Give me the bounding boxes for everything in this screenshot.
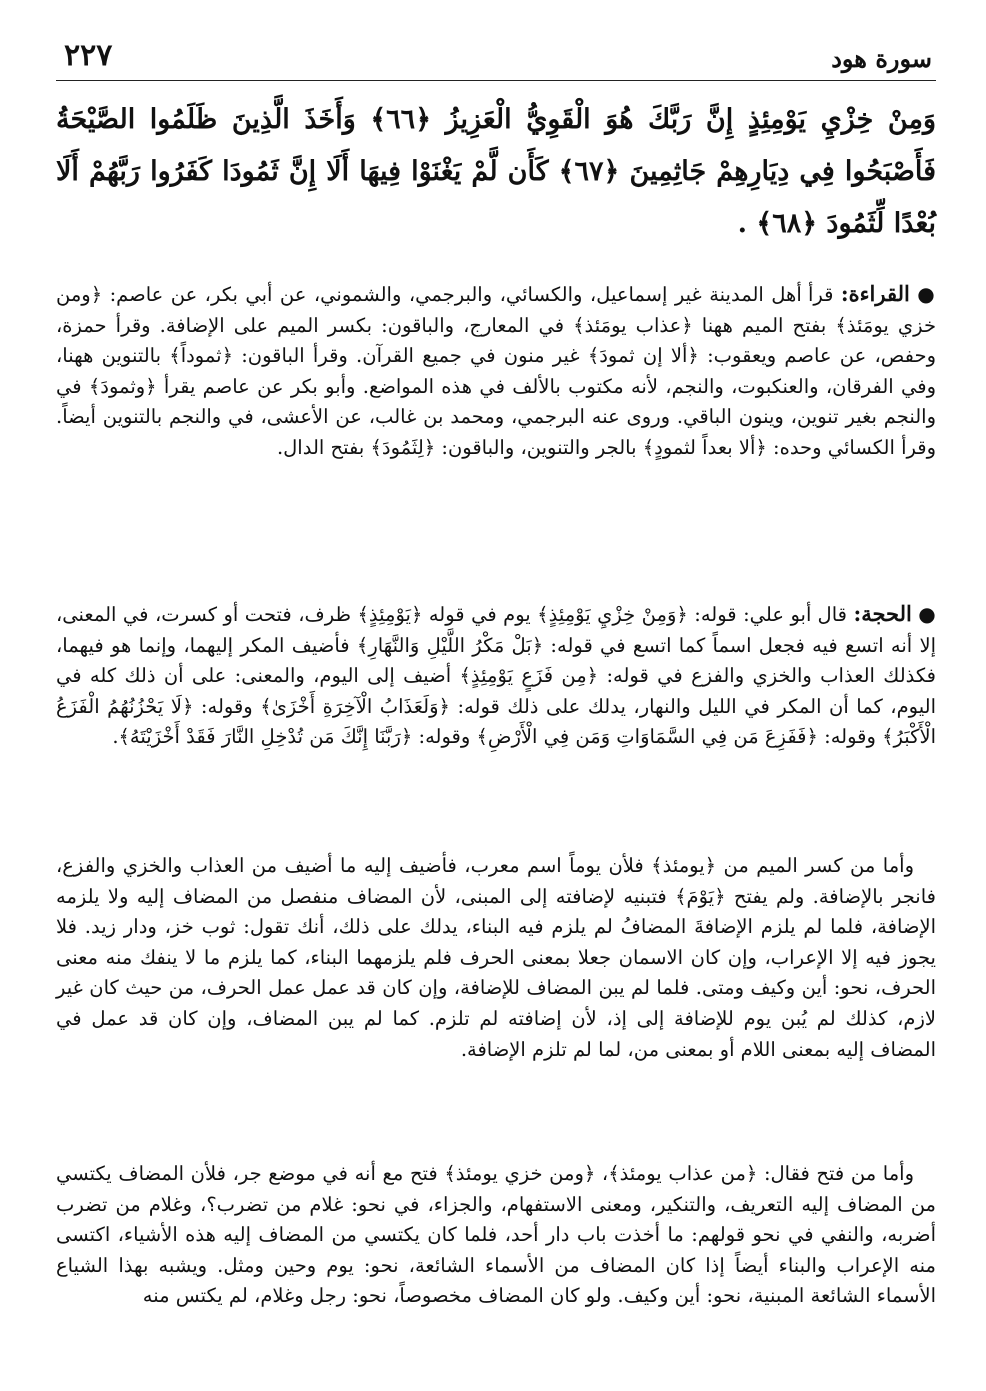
- kasr-section: [56, 851, 936, 1065]
- hujja-paragraph: [56, 599, 936, 753]
- qiraa-paragraph: [56, 279, 936, 464]
- page-header: [56, 36, 936, 81]
- kasr-paragraph: وأما من كسر الميم من ﴿يومئذ﴾ فلأن يوماً اسم معرب، فأضيف إليه ما أضيف من العذاب والخزي والفزع، فانجر بالإضافة. ولم يفتح ﴿يَوْمَ﴾ فتبنيه لإضافته إلى المبنى، لأن المضاف منفصل من المضاف إليه ولا يلزمه الإضافة، فلما لم يلزم الإضافةَ المضافُ لم يلزم فيه البناء، يدلك على ذلك، أنك تقول: ثوب خز، ودار زيد. فلا يجوز فيه إلا الإعراب، وإن كان الاسمان جعلا بمعنى الحرف فلم يلزمهما البناء، كما يلزم ما لا ينفك منه معنى الحرف، نحو: أين وكيف ومتى. فلما لم يبن المضاف للإضافة، وإن كان قد عمل عمل الحرف، من حيث كان غير لازم، كذلك لم يُبن يوم للإضافة إلى إذ، لأن إضافته لم تلزم. كما لم يبن المضاف، وإن كان قد عمل في المضاف إليه بمعنى اللام أو بمعنى من، لما لم تلزم الإضافة.: [56, 854, 936, 1061]
- page-number: ٢٢٧: [64, 38, 113, 73]
- bullet-icon: ●: [917, 282, 937, 306]
- qiraa-section: [56, 279, 936, 464]
- surah-name: سورة هود: [831, 44, 932, 73]
- hujja-text: قال أبو علي: قوله: ﴿وَمِنْ خِزْيِ يَوْمِئِذٍ﴾ يوم في قوله ﴿يَوْمِئِذٍ﴾ ظرف، فتحت أو كسرت، في المعنى، إلا أنه اتسع فيه فجعل اسماً كما اتسع في قوله: ﴿بَلْ مَكْرُ اللَّيْلِ وَالنَّهَارِ﴾ فأضيف المكر إليهما، وإنما هو فيهما، فكذلك العذاب والخزي والفزع في قوله: ﴿مِن فَزَعٍ يَوْمِئِذٍ﴾ أضيف إلى اليوم، والمعنى: على أن ذلك كله في اليوم، كما أن المكر في الليل والنهار، يدلك على ذلك قوله: ﴿وَلَعَذَابُ الْآخِرَةِ أَخْزَىٰ﴾ وقوله: ﴿لَا يَحْزُنُهُمُ الْفَزَعُ الْأَكْبَرُ﴾ وقوله: ﴿فَفَزِعَ مَن فِي السَّمَاوَاتِ وَمَن فِي الْأَرْضِ﴾ وقوله: ﴿رَبَّنَا إِنَّكَ مَن تُدْخِلِ النَّارَ فَقَدْ أَخْزَيْتَهُ﴾.: [56, 603, 936, 749]
- quran-verses: وَمِنْ خِزْيِ يَوْمِئِذٍ إِنَّ رَبَّكَ هُوَ الْقَوِيُّ الْعَزِيزُ ﴿٦٦﴾ وَأَخَذَ الَّذِينَ ظَلَمُوا الصَّيْحَةُ فَأَصْبَحُوا فِي دِيَارِهِمْ جَاثِمِينَ ﴿٦٧﴾ كَأَن لَّمْ يَغْنَوْا فِيهَا أَلَا إِنَّ ثَمُودَا كَفَرُوا رَبَّهُمْ أَلَا بُعْدًا لِّثَمُودَ ﴿٦٨﴾ .: [56, 104, 937, 239]
- hujja-heading: الحجة:: [853, 601, 912, 626]
- fath-section: [56, 1159, 936, 1312]
- book-page: [56, 36, 936, 1366]
- hujja-section: [56, 599, 936, 753]
- qiraa-text: قرأ أهل المدينة غير إسماعيل، والكسائي، والبرجمي، والشموني، عن أبي بكر، عن عاصم: ﴿ومن خزي يومَئذ﴾ بفتح الميم ههنا ﴿عذاب يومَئذ﴾ في المعارج، والباقون: بكسر الميم على الإضافة. وقرأ حمزة، وحفص، عن عاصم ويعقوب: ﴿ألا إن ثمودَ﴾ غير منون في جميع القرآن. وقرأ الباقون: ﴿ثموداً﴾ بالتنوين ههنا، وفي الفرقان، والعنكبوت، والنجم، لأنه مكتوب بالألف في هذه المواضع. وأبو بكر عن عاصم يقرأ ﴿وثمودَ﴾ في والنجم بغير تنوين، وينون الباقي. وروى عنه البرجمي، ومحمد بن غالب، عن الأعشى، في والنجم بالتنوين أيضاً. وقرأ الكسائي وحده: ﴿ألا بعداً لثمودٍ﴾ بالجر والتنوين، والباقون: ﴿لِثَمُودَ﴾ بفتح الدال.: [56, 283, 936, 459]
- bullet-icon: ●: [918, 602, 937, 626]
- fath-paragraph: وأما من فتح فقال: ﴿من عذاب يومئذ﴾، ﴿ومن خزي يومئذ﴾ فتح مع أنه في موضع جر، فلأن المضاف يكتسي من المضاف إليه التعريف، والتنكير، ومعنى الاستفهام، والجزاء، في نحو: غلام من تضرب؟، وغلام من تضرب أضربه، والنفي في نحو قولهم: ما أخذت باب دار أحد، فلما كان يكتسي من المضاف إليه هذه الأشياء، اكتسى منه الإعراب والبناء أيضاً إذا كان المضاف من الأسماء الشائعة، نحو: يوم وحين ومثل. ويشبه بهذا الشياع الأسماء الشائعة المبنية، نحو: أين وكيف. ولو كان المضاف مخصوصاً، نحو: رجل وغلام، لم يكتس منه: [56, 1162, 936, 1308]
- qiraa-heading: القراءة:: [840, 281, 910, 306]
